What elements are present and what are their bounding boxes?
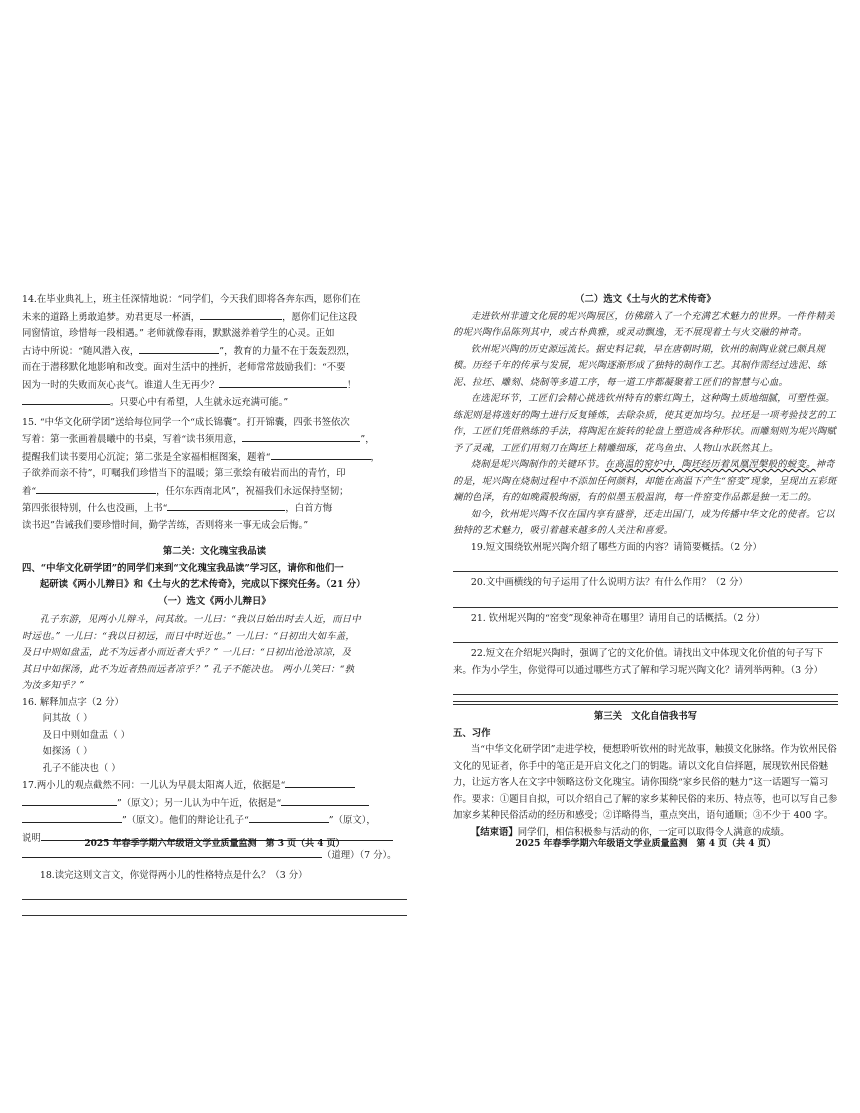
q14-line-4 xyxy=(22,343,407,361)
question-17 xyxy=(22,777,407,865)
q14-line-2 xyxy=(22,309,407,327)
q15-line-1: 15. “中华文化研学团”送给每位同学一个“成长锦囊”。打开锦囊，四张书签依次 xyxy=(22,416,350,428)
classical-line-5: 为汝多知乎？” xyxy=(22,680,85,691)
section-4-line-1: 四、“中华文化研学团”的同学们来到“文化瑰宝我品读”学习区，请你和他们一 xyxy=(22,562,344,574)
footer-page-4: 2025 年春季学期六年级语文学业质量监测 第 4 页（共 4 页） xyxy=(515,839,776,849)
q17-text: 17.两小儿的观点截然不同：一儿认为早晨太阳离人近，依据是“ xyxy=(22,780,286,791)
section-2-title: 第二关：文化瑰宝我品读 xyxy=(162,546,267,557)
q22-text: 22.短文在介绍坭兴陶时，强调了它的文化价值。请找出文中体现文化价值的句子写下来。作为小学生，你觉得可以通过哪些方式了解和学习坭兴陶文化？请列举两种。（3 分） xyxy=(453,648,824,676)
classical-text-part: 也。 两小儿笑曰：“孰 xyxy=(260,663,355,675)
article-paragraph xyxy=(453,457,838,507)
answer-line[interactable] xyxy=(22,903,407,916)
q14-text: ”，教育的力量不在于轰轰烈烈， xyxy=(219,345,356,357)
classical-line-4 xyxy=(22,662,407,679)
dotted-word: 盘盂 xyxy=(69,647,90,658)
q15-text: 着“ xyxy=(22,485,37,497)
q14-line-1: 14.在毕业典礼上，班主任深情地说：“同学们，今天我们即将各奔东西，愿你们在 xyxy=(22,294,361,305)
dotted-word: 探汤 xyxy=(60,663,80,675)
q21-text: 21. 钦州坭兴陶的“窑变”现象神奇在哪里？请用自己的话概括。（2 分） xyxy=(470,612,766,624)
answer-line[interactable] xyxy=(453,630,838,643)
answer-blank[interactable] xyxy=(36,483,156,494)
q20-text: 20.文中画横线的句子运用了什么说明方法？有什么作用？（2 分） xyxy=(470,577,748,588)
q15-text: ”， xyxy=(360,434,375,445)
q16-item-1[interactable]: 问其故（ ） xyxy=(42,713,93,724)
q17-line-3 xyxy=(22,812,407,830)
classical-text-part: ，此不为远者小而近者大乎？” 一儿曰：“日初出沧沧凉凉，及 xyxy=(89,647,352,658)
footer-page-3: 2025 年春季学期六年级语文学业质量监测 第 3 页（共 4 页） xyxy=(84,839,345,849)
answer-blank[interactable] xyxy=(167,500,285,511)
q14-line-7 xyxy=(22,394,407,412)
q14-line-3: 同窗情谊，珍惜每一段相遇。” 老师就像春雨，默默滋养着学生的心灵。正如 xyxy=(22,328,335,339)
answer-blank[interactable] xyxy=(249,812,329,823)
q14-text: 古诗中所说：“随风潜入夜， xyxy=(22,345,140,357)
q15-text: 第四张很特别，什么也没画，上书“ xyxy=(22,503,168,514)
classical-text xyxy=(22,612,407,695)
article-text-part: 烧制是坭兴陶制作的关键环节。 xyxy=(470,459,605,470)
q17-line-2 xyxy=(22,795,407,813)
article-paragraph: 在选泥环节，工匠们会精心挑选钦州特有的紫红陶土，这种陶土质地细腻，可塑性强。练泥则是将选好的陶土进行反复锤炼，去除杂质，使其更加均匀。拉坯是一项考验技艺的工作，工匠们凭借熟练的手法，将陶泥在旋转的轮盘上塑造成各种形状。而雕刻则为坭兴陶赋予了灵魂，工匠们用刻刀在陶坯上精雕细琢，花鸟鱼虫、人物山水跃然其上。 xyxy=(453,393,837,454)
section-3-title: 第三关 文化自信我书写 xyxy=(593,711,698,722)
q15-text: 提醒我们读书要用心沉淀；第二张是全家福相框图案，题着“ xyxy=(22,451,271,463)
answer-blank[interactable] xyxy=(22,394,110,405)
q14-text: 。只要心中有希望，人生就永远充满可能。” xyxy=(110,397,289,408)
q14-text: ，愿你们记住这段 xyxy=(282,311,358,323)
q14-line-6 xyxy=(22,377,407,395)
classical-text-part: ，此不为近者热而远者凉乎？” 孔子不能 xyxy=(79,663,251,675)
closing-label: 【结束语】 xyxy=(470,826,518,838)
classical-text-part: 其日中如 xyxy=(22,663,61,675)
essay-prompt: 当“中华文化研学团”走进学校，便想聆听钦州的时光故事，触摸文化脉络。作为钦州民俗文化的见证者，你手中的笔正是开启文化之门的钥匙。请以文化自信择题，展现钦州民俗魅力，让远方客人在文字中领略这份文化瑰宝。请你围绕“家乡民俗的魅力”这一话题写一篇习作。要求：①题目自拟，可以介绍自己了解的家乡某种民俗的来历、特点等，也可以写自己参加家乡某种民俗活动的经历和感受；②详略得当，重点突出，语句通顺；③不少于 400 字。 xyxy=(453,744,838,821)
q15-line-2 xyxy=(22,431,407,449)
q15-text: ，任尔东西南北风”，祝福我们永远保持坚韧； xyxy=(156,485,349,497)
page-4 xyxy=(453,292,838,841)
q15-text: 写着：第一张画着晨曦中的书桌，写着“读书须用意， xyxy=(22,434,243,445)
article-text-part: 神奇的是，坭兴陶在烧制过程中不添加任何颜料，却能在高温下产生“窑变”现象，呈现出五彩斑斓的色泽，有的如晚霞般绚丽，有的似墨玉般温润，每一件窑变作品都是独一无二的。 xyxy=(453,459,837,503)
text-2-title: （二）选文《土与火的艺术传奇》 xyxy=(575,294,716,305)
q15-line-3 xyxy=(22,449,407,467)
answer-blank[interactable] xyxy=(281,795,369,806)
article-paragraph: 钦州坭兴陶的历史源远流长。据史料记载，早在唐朝时期，钦州的制陶业就已颇具规模。历经千年的传承与发展，坭兴陶逐渐形成了独特的制作工艺。其制作需经过选泥、练泥、拉坯、雕刻、烧制等多道工序，每一道工序都凝聚着工匠们的智慧与心血。 xyxy=(453,343,827,388)
q15-line-5 xyxy=(22,483,407,501)
question-16 xyxy=(22,695,407,778)
answer-line[interactable] xyxy=(453,682,838,695)
answer-blank[interactable] xyxy=(271,449,371,460)
q16-item-3[interactable]: 如探汤（ ） xyxy=(42,746,93,757)
question-15 xyxy=(22,415,407,535)
article-paragraph: 走进钦州非遗文化展的坭兴陶展区，仿佛踏入了一个充满艺术魅力的世界。一件件精美的坭兴陶作品陈列其中，或古朴典雅，或灵动飘逸，无不展现着土与火交融的神奇。 xyxy=(453,310,835,338)
q17-text: （道理）（7 分）。 xyxy=(322,850,397,861)
section-4-line-2: 起研读《两小儿辩日》和《土与火的艺术传奇》，完成以下探究任务。（21 分） xyxy=(39,579,366,590)
article-text xyxy=(453,309,838,540)
closing-text: 同学们，相信积极参与活动的你，一定可以取得令人满意的成绩。 xyxy=(517,826,790,838)
article-paragraph: 如今，钦州坭兴陶不仅在国内享有盛誉，还走出国门，成为传播中华文化的使者。它以独特的艺术魅力，吸引着越来越多的人关注和喜爱。 xyxy=(453,508,835,536)
q16-title: 16. 解释加点字（2 分） xyxy=(22,696,124,708)
q15-text: ，白首方悔 xyxy=(285,503,333,514)
q16-item-2[interactable]: 及日中则如盘盂（ ） xyxy=(42,729,131,741)
q15-line-7: 读书迟”告诫我们要珍惜时间，勤学苦练，否则将来一事无成会后悔。” xyxy=(22,519,309,531)
q17-text: ”（原文）；另一儿认为中午近，依据是“ xyxy=(117,797,282,809)
underlined-sentence: 在高温的窑炉中，陶坯经历着凤凰涅槃般的蜕变。 xyxy=(604,459,816,470)
q15-text: ， xyxy=(370,451,380,463)
dotted-word: 决 xyxy=(250,663,260,675)
classical-line-2: 时远也。” 一儿曰：“我以日初远，而日中时近也。” 一儿曰：“日初出大如车盖， xyxy=(22,630,355,642)
answer-blank[interactable] xyxy=(242,431,360,442)
section-5-title: 五、习作 xyxy=(453,727,491,739)
text-1-title: （一）选文《两小儿辩日》 xyxy=(158,595,271,607)
q17-text: ”（原文）。他们的辩论让孔子“ xyxy=(122,815,249,826)
q17-text: ”（原文）， xyxy=(328,815,376,826)
q14-text: 因为一时的失败而灰心丧气。谁道人生无再少？ xyxy=(22,379,219,391)
answer-blank[interactable] xyxy=(139,343,219,354)
answer-line[interactable] xyxy=(22,887,407,900)
page-3 xyxy=(22,292,407,919)
answer-line[interactable] xyxy=(453,559,838,572)
q17-line-5 xyxy=(22,847,407,865)
q19-text: 19.短文围绕钦州坭兴陶介绍了哪些方面的内容？请简要概括。（2 分） xyxy=(470,541,762,553)
question-14 xyxy=(22,292,407,412)
q14-line-5: 而在于潜移默化地影响和改变。面对生活中的挫折，老师常常鼓励我们：“不要 xyxy=(22,362,346,373)
answer-blank[interactable] xyxy=(22,812,122,823)
answer-blank[interactable] xyxy=(200,309,282,320)
classical-line-3 xyxy=(22,645,407,662)
classical-text-part: 及日中则如 xyxy=(22,647,70,658)
answer-blank[interactable] xyxy=(219,377,347,388)
q18-text: 18.读完这则文言文，你觉得两小儿的性格特点是什么？（3 分） xyxy=(39,869,308,881)
q17-line-1 xyxy=(22,777,407,795)
q16-item-4[interactable]: 孔子不能决也（ ） xyxy=(42,762,121,774)
answer-line[interactable] xyxy=(453,595,838,608)
answer-blank[interactable] xyxy=(22,795,117,806)
answer-blank[interactable] xyxy=(285,777,355,788)
q15-line-4: 子欲养而亲不待”，叮嘱我们珍惜当下的温暖；第三张绘有破岩而出的青竹，印 xyxy=(22,468,346,479)
q15-line-6 xyxy=(22,500,407,518)
classical-line-1: 孔子东游，见两小儿辩斗，问其故。一儿曰：“我以日始出时去人近，而日中 xyxy=(39,614,361,625)
q14-text: 未来的道路上勇敢追梦。劝君更尽一杯酒， xyxy=(22,311,201,323)
q17-text: 说明 xyxy=(22,832,41,844)
section-divider xyxy=(453,701,838,705)
q14-text: ！ xyxy=(346,379,357,391)
